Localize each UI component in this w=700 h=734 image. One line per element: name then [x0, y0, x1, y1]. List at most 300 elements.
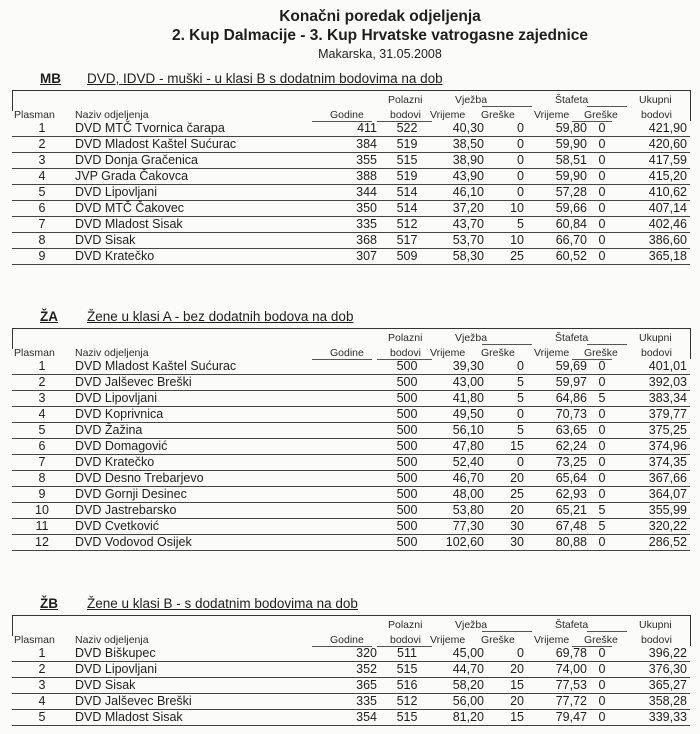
col-vjezba-greske: Greške: [481, 347, 515, 359]
polazni-bodovi-cell: 500: [396, 503, 418, 517]
vjezba-vrijeme-cell: 46,10: [452, 185, 484, 199]
col-vjezba-vrijeme: Vrijeme: [430, 347, 466, 359]
plasman-cell: 5: [38, 423, 46, 437]
godine-cell: 388: [356, 169, 377, 183]
stafeta-vrijeme-cell: 73,25: [555, 455, 587, 469]
godine-cell: 384: [356, 137, 377, 151]
stafeta-greske-cell: 0: [598, 662, 606, 676]
vjezba-greske-cell: 20: [510, 503, 524, 517]
vjezba-greske-cell: 20: [510, 694, 524, 708]
section-code: ŽB: [40, 596, 58, 611]
vjezba-greske-cell: 5: [517, 391, 524, 405]
col-godine: Godine: [330, 347, 364, 359]
stafeta-vrijeme-cell: 59,90: [555, 137, 587, 151]
col-vjezba: Vježba: [455, 619, 488, 631]
stafeta-greske-cell: 5: [598, 519, 606, 533]
polazni-bodovi-cell: 514: [396, 201, 418, 215]
polazni-bodovi-cell: 511: [397, 646, 417, 660]
ukupni-bodovi-cell: 365,27: [648, 678, 687, 692]
table-row: [12, 455, 690, 471]
vjezba-vrijeme-cell: 43,00: [452, 375, 484, 389]
vjezba-vrijeme-cell: 45,00: [452, 646, 484, 660]
vjezba-greske-cell: 15: [510, 678, 524, 692]
col-ukupni-1: Ukupni: [639, 332, 672, 344]
polazni-bodovi-cell: 515: [396, 153, 418, 167]
col-vjezba: Vježba: [455, 332, 488, 344]
vjezba-vrijeme-cell: 77,30: [452, 519, 484, 533]
polazni-bodovi-cell: 519: [396, 137, 418, 151]
header-border: [12, 329, 13, 349]
header-rule: [482, 344, 532, 345]
naziv-cell: DVD Sisak: [75, 233, 136, 247]
col-naziv: Naziv odjeljenja: [75, 634, 149, 646]
section-heading: [0, 596, 700, 612]
polazni-bodovi-cell: 512: [396, 694, 418, 708]
naziv-cell: DVD Mladost Kaštel Sućurac: [75, 359, 237, 373]
vjezba-greske-cell: 20: [510, 662, 524, 676]
polazni-bodovi-cell: 500: [396, 407, 418, 421]
vjezba-greske-cell: 0: [517, 121, 524, 135]
table-row: [12, 391, 690, 407]
col-naziv: Naziv odjeljenja: [75, 347, 149, 359]
godine-cell: 344: [356, 185, 377, 199]
godine-cell: 335: [356, 217, 377, 231]
ukupni-bodovi-cell: 402,46: [648, 217, 687, 231]
naziv-cell: DVD Mladost Sisak: [75, 710, 183, 724]
stafeta-vrijeme-cell: 63,65: [555, 423, 587, 437]
plasman-cell: 3: [38, 153, 46, 167]
plasman-cell: 1: [38, 121, 46, 135]
stafeta-vrijeme-cell: 60,84: [555, 217, 587, 231]
place-date: Makarska, 31.05.2008: [318, 47, 442, 61]
vjezba-greske-cell: 0: [517, 169, 524, 183]
naziv-cell: DVD Jastrebarsko: [75, 503, 177, 517]
table-row: [12, 375, 690, 391]
table-row: [12, 439, 690, 455]
vjezba-vrijeme-cell: 49,50: [452, 407, 484, 421]
stafeta-vrijeme-cell: 62,93: [555, 487, 587, 501]
stafeta-greske-cell: 0: [598, 407, 606, 421]
ukupni-bodovi-cell: 415,20: [648, 169, 687, 183]
stafeta-vrijeme-cell: 80,88: [555, 535, 587, 549]
stafeta-vrijeme-cell: 64,86: [555, 391, 587, 405]
stafeta-vrijeme-cell: 65,64: [555, 471, 587, 485]
stafeta-vrijeme-cell: 66,70: [555, 233, 587, 247]
col-ukupni-1: Ukupni: [639, 94, 672, 106]
stafeta-vrijeme-cell: 59,97: [555, 375, 587, 389]
table-row: [12, 153, 690, 169]
vjezba-vrijeme-cell: 38,90: [452, 153, 484, 167]
col-polazni-2: bodovi: [390, 634, 421, 646]
stafeta-vrijeme-cell: 79,47: [555, 710, 587, 724]
col-godine: Godine: [330, 634, 364, 646]
stafeta-vrijeme-cell: 69,78: [555, 646, 587, 660]
plasman-cell: 2: [38, 662, 46, 676]
stafeta-greske-cell: 0: [598, 169, 606, 183]
ukupni-bodovi-cell: 339,33: [648, 710, 687, 724]
table-row: [12, 423, 690, 439]
table-row: [12, 233, 690, 249]
vjezba-greske-cell: 0: [517, 646, 524, 660]
stafeta-greske-cell: 0: [598, 249, 606, 263]
col-stafeta-vrijeme: Vrijeme: [534, 109, 570, 121]
naziv-cell: DVD Lipovljani: [75, 662, 157, 676]
polazni-bodovi-cell: 515: [396, 662, 418, 676]
col-vjezba-vrijeme: Vrijeme: [430, 634, 466, 646]
stafeta-vrijeme-cell: 77,72: [555, 694, 587, 708]
vjezba-vrijeme-cell: 47,80: [452, 439, 484, 453]
col-plasman: Plasman: [14, 634, 55, 646]
table-row: [12, 678, 690, 694]
col-ukupni-2: bodovi: [641, 634, 672, 646]
stafeta-vrijeme-cell: 70,73: [555, 407, 587, 421]
col-stafeta-greske: Greške: [584, 634, 618, 646]
stafeta-vrijeme-cell: 59,90: [555, 169, 587, 183]
polazni-bodovi-cell: 516: [396, 678, 418, 692]
polazni-bodovi-cell: 500: [396, 359, 418, 373]
naziv-cell: DVD MTČ Tvornica čarapa: [75, 121, 225, 135]
ukupni-bodovi-cell: 358,28: [648, 694, 687, 708]
stafeta-greske-cell: 5: [598, 503, 606, 517]
col-polazni-1: Polazni: [388, 619, 423, 631]
plasman-cell: 11: [35, 519, 49, 533]
plasman-cell: 8: [38, 233, 46, 247]
table-header: [12, 90, 691, 121]
col-vjezba-vrijeme: Vrijeme: [430, 109, 466, 121]
vjezba-greske-cell: 0: [517, 359, 524, 373]
vjezba-greske-cell: 20: [510, 471, 524, 485]
godine-cell: 350: [356, 201, 377, 215]
naziv-cell: DVD Biškupec: [75, 646, 156, 660]
polazni-bodovi-cell: 500: [396, 455, 418, 469]
table-row: [12, 407, 690, 423]
naziv-cell: DVD Lipovljani: [75, 391, 157, 405]
ukupni-bodovi-cell: 386,60: [648, 233, 687, 247]
vjezba-vrijeme-cell: 37,20: [452, 201, 484, 215]
plasman-cell: 3: [38, 391, 46, 405]
naziv-cell: DVD Kratečko: [75, 455, 155, 469]
plasman-cell: 8: [38, 471, 46, 485]
stafeta-greske-cell: 5: [598, 391, 606, 405]
stafeta-greske-cell: 0: [598, 359, 606, 373]
header-border: [12, 616, 13, 636]
ukupni-bodovi-cell: 320,22: [648, 519, 687, 533]
col-polazni-2: bodovi: [390, 109, 421, 121]
vjezba-greske-cell: 30: [510, 535, 524, 549]
plasman-cell: 12: [35, 535, 49, 549]
table-row: [12, 217, 690, 233]
vjezba-vrijeme-cell: 56,00: [452, 694, 484, 708]
plasman-cell: 4: [38, 694, 46, 708]
col-vjezba-greske: Greške: [481, 109, 515, 121]
stafeta-vrijeme-cell: 74,00: [555, 662, 587, 676]
ukupni-bodovi-cell: 392,03: [648, 375, 687, 389]
polazni-bodovi-cell: 522: [396, 121, 418, 135]
plasman-cell: 1: [38, 646, 46, 660]
vjezba-greske-cell: 30: [510, 519, 524, 533]
vjezba-vrijeme-cell: 58,30: [452, 249, 484, 263]
plasman-cell: 10: [35, 503, 49, 517]
ukupni-bodovi-cell: 367,66: [648, 471, 687, 485]
naziv-cell: DVD Donja Gračenica: [75, 153, 198, 167]
ukupni-bodovi-cell: 417,59: [648, 153, 687, 167]
table-header: [12, 328, 691, 359]
header-rule: [482, 106, 532, 107]
vjezba-vrijeme-cell: 53,70: [452, 233, 484, 247]
stafeta-vrijeme-cell: 59,80: [555, 121, 587, 135]
stafeta-vrijeme-cell: 59,69: [555, 359, 587, 373]
section-code: ŽA: [40, 309, 58, 324]
naziv-cell: DVD Žažina: [75, 423, 143, 437]
header-rule: [587, 344, 627, 345]
plasman-cell: 7: [38, 455, 46, 469]
vjezba-vrijeme-cell: 43,70: [452, 217, 484, 231]
stafeta-vrijeme-cell: 59,66: [555, 201, 587, 215]
table-row: [12, 503, 690, 519]
godine-cell: 352: [356, 662, 377, 676]
plasman-cell: 5: [38, 185, 46, 199]
naziv-cell: DVD Jalševec Breški: [75, 375, 192, 389]
vjezba-vrijeme-cell: 38,50: [452, 137, 484, 151]
header-border: [12, 91, 13, 111]
stafeta-greske-cell: 0: [598, 201, 606, 215]
naziv-cell: DVD Sisak: [75, 678, 136, 692]
ukupni-bodovi-cell: 410,62: [648, 185, 687, 199]
vjezba-vrijeme-cell: 81,20: [452, 710, 484, 724]
vjezba-greske-cell: 0: [517, 407, 524, 421]
ukupni-bodovi-cell: 364,07: [648, 487, 687, 501]
col-stafeta-greske: Greške: [584, 347, 618, 359]
vjezba-greske-cell: 25: [510, 487, 524, 501]
stafeta-vrijeme-cell: 65,21: [555, 503, 587, 517]
ukupni-bodovi-cell: 407,14: [648, 201, 687, 215]
vjezba-vrijeme-cell: 39,30: [452, 359, 484, 373]
vjezba-greske-cell: 10: [510, 233, 524, 247]
table-row: [12, 646, 690, 662]
polazni-bodovi-cell: 500: [396, 439, 418, 453]
stafeta-vrijeme-cell: 62,24: [555, 439, 587, 453]
naziv-cell: DVD Mladost Sisak: [75, 217, 183, 231]
godine-cell: 368: [356, 233, 377, 247]
godine-cell: 354: [356, 710, 377, 724]
stafeta-greske-cell: 0: [598, 423, 606, 437]
naziv-cell: DVD Domagović: [75, 439, 168, 453]
table-row: [12, 185, 690, 201]
polazni-bodovi-cell: 517: [396, 233, 418, 247]
col-vjezba-greske: Greške: [481, 634, 515, 646]
naziv-cell: DVD Jalševec Breški: [75, 694, 192, 708]
document-title: Konačni poredak odjeljenja: [279, 8, 481, 25]
stafeta-greske-cell: 0: [598, 137, 606, 151]
naziv-cell: DVD MTČ Čakovec: [75, 201, 185, 215]
godine-cell: 320: [356, 646, 377, 660]
section-title: Žene u klasi B - s dodatnim bodovima na dob: [87, 596, 358, 611]
table-row: [12, 201, 690, 217]
col-ukupni-1: Ukupni: [639, 619, 672, 631]
col-stafeta: Štafeta: [555, 94, 589, 106]
stafeta-greske-cell: 0: [598, 439, 606, 453]
ukupni-bodovi-cell: 379,77: [648, 407, 687, 421]
table-row: [12, 121, 690, 137]
vjezba-vrijeme-cell: 56,10: [452, 423, 484, 437]
section-za: [0, 309, 700, 551]
col-stafeta: Štafeta: [555, 332, 589, 344]
vjezba-vrijeme-cell: 41,80: [452, 391, 484, 405]
ukupni-bodovi-cell: 374,35: [648, 455, 687, 469]
stafeta-greske-cell: 0: [598, 217, 606, 231]
col-stafeta-vrijeme: Vrijeme: [534, 634, 570, 646]
godine-cell: 411: [357, 121, 377, 135]
polazni-bodovi-cell: 512: [396, 217, 418, 231]
naziv-cell: DVD Mladost Kaštel Sućurac: [75, 137, 237, 151]
table-row: [12, 519, 690, 535]
vjezba-greske-cell: 0: [517, 137, 524, 151]
polazni-bodovi-cell: 500: [396, 487, 418, 501]
table-row: [12, 137, 690, 153]
polazni-bodovi-cell: 500: [396, 519, 418, 533]
col-plasman: Plasman: [14, 347, 55, 359]
section-mb: [0, 71, 700, 265]
polazni-bodovi-cell: 515: [396, 710, 418, 724]
ukupni-bodovi-cell: 286,52: [648, 535, 687, 549]
stafeta-greske-cell: 0: [598, 710, 606, 724]
ukupni-bodovi-cell: 355,99: [648, 503, 687, 517]
stafeta-vrijeme-cell: 58,51: [555, 153, 587, 167]
section-zb: [0, 596, 700, 726]
col-godine: Godine: [330, 109, 364, 121]
naziv-cell: DVD Desno Trebarjevo: [75, 471, 204, 485]
section-code: MB: [40, 71, 61, 86]
table-row: [12, 535, 690, 551]
col-plasman: Plasman: [14, 109, 55, 121]
ukupni-bodovi-cell: 375,25: [648, 423, 687, 437]
col-ukupni-2: bodovi: [641, 109, 672, 121]
godine-cell: 335: [356, 694, 377, 708]
section-heading: [0, 309, 700, 325]
table-row: [12, 249, 690, 265]
col-vjezba: Vježba: [455, 94, 488, 106]
polazni-bodovi-cell: 500: [396, 391, 418, 405]
plasman-cell: 2: [38, 375, 46, 389]
polazni-bodovi-cell: 500: [396, 375, 418, 389]
stafeta-vrijeme-cell: 57,28: [555, 185, 587, 199]
vjezba-greske-cell: 5: [517, 375, 524, 389]
vjezba-vrijeme-cell: 102,60: [445, 535, 484, 549]
header-rule: [587, 106, 627, 107]
plasman-cell: 9: [38, 249, 46, 263]
table-row: [12, 359, 690, 375]
vjezba-vrijeme-cell: 44,70: [452, 662, 484, 676]
ukupni-bodovi-cell: 376,30: [648, 662, 687, 676]
stafeta-vrijeme-cell: 67,48: [555, 519, 587, 533]
vjezba-vrijeme-cell: 48,00: [452, 487, 484, 501]
polazni-bodovi-cell: 509: [396, 249, 418, 263]
stafeta-greske-cell: 0: [598, 121, 606, 135]
col-polazni-1: Polazni: [388, 332, 423, 344]
plasman-cell: 4: [38, 407, 46, 421]
naziv-cell: DVD Vodovod Osijek: [75, 535, 192, 549]
vjezba-greske-cell: 0: [517, 185, 524, 199]
vjezba-greske-cell: 10: [510, 201, 524, 215]
header-rule: [482, 631, 532, 632]
ukupni-bodovi-cell: 421,90: [648, 121, 687, 135]
stafeta-greske-cell: 0: [598, 487, 606, 501]
vjezba-vrijeme-cell: 52,40: [452, 455, 484, 469]
ukupni-bodovi-cell: 420,60: [648, 137, 687, 151]
table-row: [12, 710, 690, 726]
stafeta-vrijeme-cell: 60,52: [555, 249, 587, 263]
naziv-cell: DVD Cvetković: [75, 519, 160, 533]
col-polazni-1: Polazni: [388, 94, 423, 106]
vjezba-vrijeme-cell: 53,80: [452, 503, 484, 517]
col-stafeta-greske: Greške: [584, 109, 618, 121]
ukupni-bodovi-cell: 401,01: [648, 359, 687, 373]
table-row: [12, 169, 690, 185]
godine-cell: 307: [356, 249, 377, 263]
section-heading: [0, 71, 700, 87]
polazni-bodovi-cell: 500: [396, 423, 418, 437]
vjezba-vrijeme-cell: 46,70: [452, 471, 484, 485]
stafeta-vrijeme-cell: 77,53: [555, 678, 587, 692]
section-title: DVD, IDVD - muški - u klasi B s dodatnim bodovima na dob: [87, 71, 443, 86]
naziv-cell: DVD Koprivnica: [75, 407, 164, 421]
vjezba-greske-cell: 5: [517, 423, 524, 437]
polazni-bodovi-cell: 519: [396, 169, 418, 183]
polazni-bodovi-cell: 500: [396, 471, 418, 485]
vjezba-greske-cell: 5: [517, 217, 524, 231]
table-row: [12, 662, 690, 678]
plasman-cell: 1: [38, 359, 46, 373]
col-naziv: Naziv odjeljenja: [75, 109, 149, 121]
document-subtitle: 2. Kup Dalmacije - 3. Kup Hrvatske vatrogasne zajednice: [171, 27, 589, 44]
vjezba-vrijeme-cell: 40,30: [452, 121, 484, 135]
stafeta-greske-cell: 0: [598, 678, 606, 692]
vjezba-greske-cell: 0: [517, 455, 524, 469]
plasman-cell: 6: [38, 201, 46, 215]
plasman-cell: 3: [38, 678, 46, 692]
stafeta-greske-cell: 0: [598, 375, 606, 389]
stafeta-greske-cell: 0: [598, 233, 606, 247]
plasman-cell: 2: [38, 137, 46, 151]
godine-cell: 365: [356, 678, 377, 692]
plasman-cell: 7: [38, 217, 46, 231]
stafeta-greske-cell: 0: [598, 535, 606, 549]
godine-cell: 355: [356, 153, 377, 167]
section-title: Žene u klasi A - bez dodatnih bodova na dob: [87, 309, 354, 324]
col-stafeta-vrijeme: Vrijeme: [534, 347, 570, 359]
stafeta-greske-cell: 0: [598, 471, 606, 485]
header-rule: [587, 631, 627, 632]
col-ukupni-2: bodovi: [641, 347, 672, 359]
naziv-cell: DVD Kratečko: [75, 249, 155, 263]
col-polazni-2: bodovi: [390, 347, 421, 359]
col-stafeta: Štafeta: [555, 619, 589, 631]
vjezba-greske-cell: 25: [510, 249, 524, 263]
stafeta-greske-cell: 0: [598, 185, 606, 199]
vjezba-greske-cell: 15: [510, 439, 524, 453]
ukupni-bodovi-cell: 383,34: [648, 391, 687, 405]
table-header: [12, 615, 691, 646]
plasman-cell: 5: [38, 710, 46, 724]
naziv-cell: DVD Lipovljani: [75, 185, 157, 199]
vjezba-greske-cell: 15: [510, 710, 524, 724]
vjezba-greske-cell: 0: [517, 153, 524, 167]
naziv-cell: JVP Grada Čakovca: [75, 169, 189, 183]
stafeta-greske-cell: 0: [598, 646, 606, 660]
stafeta-greske-cell: 0: [598, 455, 606, 469]
stafeta-greske-cell: 0: [598, 153, 606, 167]
vjezba-vrijeme-cell: 43,90: [452, 169, 484, 183]
